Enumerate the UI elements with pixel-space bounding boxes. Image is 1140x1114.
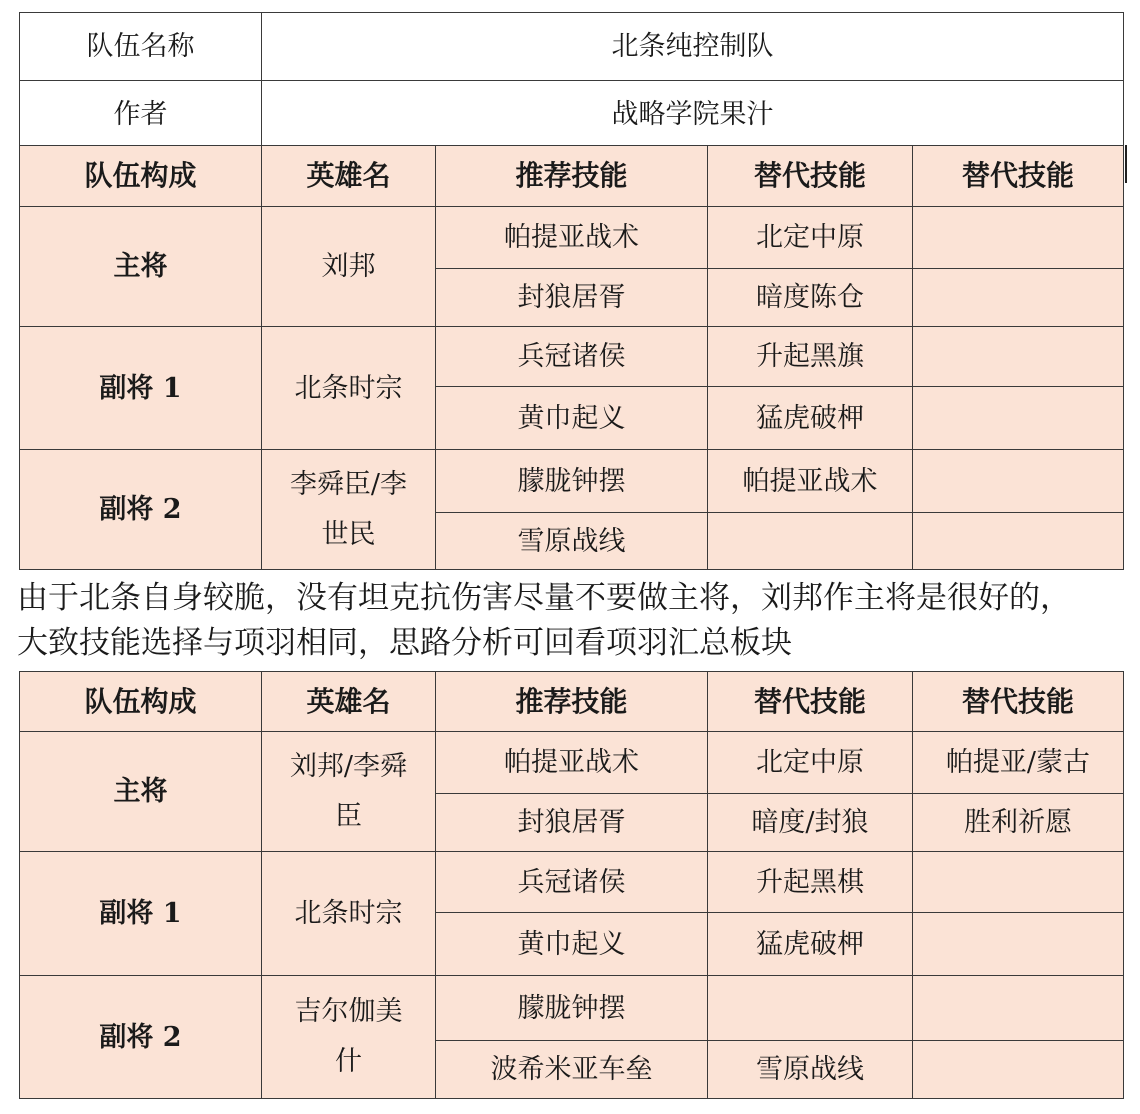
- table-row: [20, 732, 1124, 794]
- skill-cell: [913, 976, 1124, 1041]
- author-label: 作者: [20, 81, 262, 148]
- hero-name-line: 刘邦: [321, 251, 376, 282]
- role-cell: 副将 1: [20, 327, 262, 450]
- skill-cell: [913, 387, 1124, 450]
- table-row: [20, 207, 1124, 269]
- table-row: [20, 852, 1124, 913]
- skill-cell: [708, 976, 913, 1041]
- skill-cell: 波希米亚车垒: [436, 1041, 708, 1099]
- skill-cell: [913, 513, 1124, 570]
- hero-name-line: 什: [335, 1046, 362, 1077]
- skill-cell: 暗度陈仓: [708, 269, 913, 327]
- header-cell: 队伍构成: [20, 146, 262, 207]
- table-row: [20, 450, 1124, 513]
- header-cell: 替代技能: [708, 146, 913, 207]
- hero-cell: [262, 976, 436, 1099]
- header-cell: 替代技能: [913, 146, 1124, 207]
- skill-cell: 升起黑旗: [708, 327, 913, 387]
- hero-name-line: 吉尔伽美: [294, 996, 403, 1027]
- team-name-value: 北条纯控制队: [262, 13, 1124, 81]
- skill-cell: 升起黑棋: [708, 852, 913, 913]
- hero-cell: [262, 732, 436, 852]
- hero-cell: [262, 327, 436, 450]
- skill-cell: 黄巾起义: [436, 387, 708, 450]
- skill-cell: 暗度/封狼: [708, 794, 913, 852]
- hero-name-line: 李舜臣/李: [289, 468, 408, 500]
- role-cell: 副将 1: [20, 852, 262, 976]
- skill-cell: 北定中原: [708, 732, 913, 794]
- hero-name-line: 刘邦/李舜: [289, 750, 408, 782]
- hero-cell: [262, 450, 436, 570]
- hero-cell: [262, 207, 436, 327]
- header-cell: 英雄名: [262, 146, 436, 207]
- header-row: [20, 146, 1124, 207]
- lineup-table-1: [19, 145, 1124, 570]
- skill-cell: [913, 269, 1124, 327]
- skill-cell: 兵冠诸侯: [436, 327, 708, 387]
- header-cell: 队伍构成: [20, 672, 262, 732]
- role-cell: 副将 2: [20, 450, 262, 570]
- skill-cell: 雪原战线: [708, 1041, 913, 1099]
- skill-cell: [913, 852, 1124, 913]
- paragraph-line: 大致技能选择与项羽相同，思路分析可回看项羽汇总板块: [17, 625, 792, 661]
- skill-cell: 封狼居胥: [436, 794, 708, 852]
- skill-cell: 帕提亚/蒙古: [913, 732, 1124, 794]
- header-cell: 替代技能: [913, 672, 1124, 732]
- lineup-table-2: [19, 671, 1124, 1099]
- skill-cell: 封狼居胥: [436, 269, 708, 327]
- header-cell: 推荐技能: [436, 146, 708, 207]
- hero-name-line: 北条时宗: [294, 898, 403, 929]
- hero-cell: [262, 852, 436, 976]
- skill-cell: 猛虎破柙: [708, 913, 913, 976]
- skill-cell: [913, 327, 1124, 387]
- team-name-row: [20, 13, 1124, 81]
- skill-cell: 朦胧钟摆: [436, 450, 708, 513]
- hero-name-line: 北条时宗: [294, 372, 403, 404]
- hero-name-line: 臣: [335, 800, 362, 832]
- skill-cell: 雪原战线: [436, 513, 708, 570]
- skill-cell: 猛虎破柙: [708, 387, 913, 450]
- skill-cell: [913, 450, 1124, 513]
- skill-cell: 帕提亚战术: [708, 450, 913, 513]
- skill-cell: 胜利祈愿: [913, 794, 1124, 852]
- text-cursor: [1125, 145, 1127, 183]
- skill-cell: 帕提亚战术: [436, 732, 708, 794]
- skill-cell: 北定中原: [708, 207, 913, 269]
- skill-cell: 帕提亚战术: [436, 207, 708, 269]
- author-row: [20, 81, 1124, 148]
- team-name-label: 队伍名称: [20, 13, 262, 81]
- skill-cell: [913, 913, 1124, 976]
- role-cell: 主将: [20, 732, 262, 852]
- table-row: [20, 327, 1124, 387]
- author-value: 战略学院果汁: [262, 81, 1124, 148]
- team-info-table: [19, 12, 1124, 148]
- hero-name-line: 世民: [321, 518, 376, 550]
- header-cell: 英雄名: [262, 672, 436, 732]
- header-row: [20, 672, 1124, 732]
- paragraph-line: 由于北条自身较脆，没有坦克抗伤害尽量不要做主将，刘邦作主将是很好的，: [17, 580, 1071, 616]
- skill-cell: 兵冠诸侯: [436, 852, 708, 913]
- skill-cell: 黄巾起义: [436, 913, 708, 976]
- role-cell: 副将 2: [20, 976, 262, 1099]
- skill-cell: [708, 513, 913, 570]
- table-row: [20, 976, 1124, 1041]
- header-cell: 替代技能: [708, 672, 913, 732]
- description-paragraph: [17, 576, 1140, 666]
- header-cell: 推荐技能: [436, 672, 708, 732]
- skill-cell: 朦胧钟摆: [436, 976, 708, 1041]
- role-cell: 主将: [20, 207, 262, 327]
- skill-cell: [913, 1041, 1124, 1099]
- skill-cell: [913, 207, 1124, 269]
